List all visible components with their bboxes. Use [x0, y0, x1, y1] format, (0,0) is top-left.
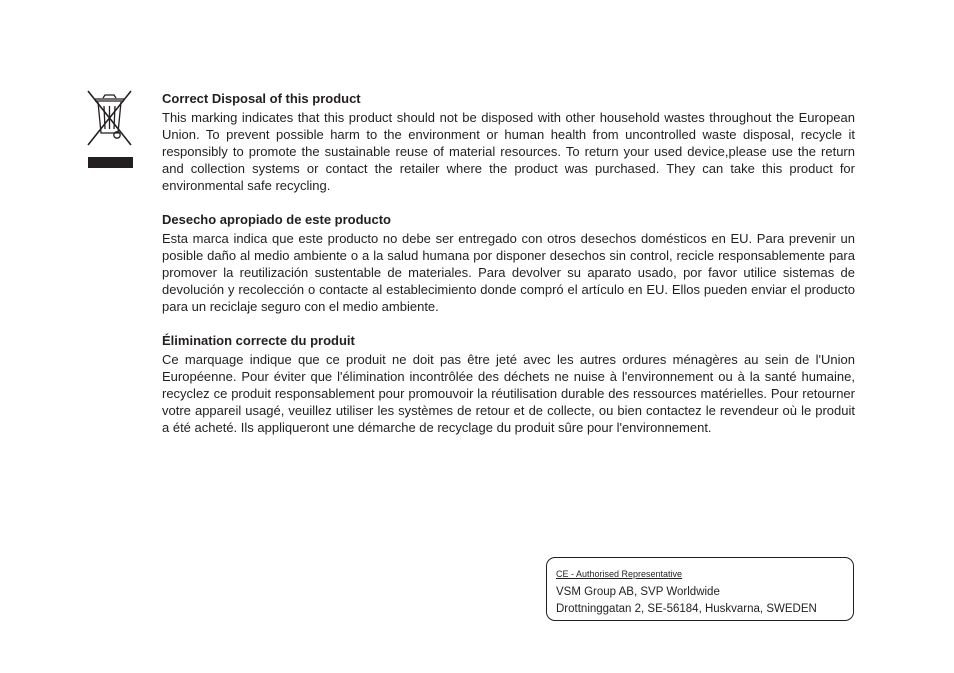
- section-heading: Élimination correcte du produit: [162, 333, 355, 348]
- section-body: Esta marca indica que este producto no debe ser entregado con otros desechos domésticos en EU. Para prevenir un posible daño al medio ambiente o a la salud humana por disponer desechos sin control, recicle responsablemente para promover la reutilización sustentable de materiales. Para devolver su aparato usado, por favor utilice sistemas de devolución y recolección o contacte al establecimiento donde compró el artículo en EU. Ellos pueden enviar el producto para un reciclaje seguro con el medio ambiente.: [162, 231, 855, 314]
- section-body: Ce marquage indique que ce produit ne doit pas être jeté avec les autres ordures ménagères au sein de l'Union Européenne. Pour éviter que l'élimination incontrôlée des déchets ne nuise à l'environnement ou à la santé humaine, recyclez ce produit responsablement pour promouvoir la réutilisation durable des ressources matérielles. Pour retourner votre appareil usagé, veuillez utiliser les systèmes de retour et de collecte, ou bien contactez le revendeur où le produit a été acheté. Ils appliqueront une démarche de recyclage du produit sûre pour l'environnement.: [162, 352, 855, 435]
- representative-title: CE - Authorised Representative: [556, 569, 683, 579]
- section-heading: Desecho apropiado de este producto: [162, 212, 391, 227]
- representative-address: Drottninggatan 2, SE-56184, Huskvarna, SWEDEN: [556, 603, 817, 615]
- section-english: [162, 90, 855, 194]
- representative-company: VSM Group AB, SVP Worldwide: [556, 586, 720, 598]
- disposal-notice: [162, 90, 855, 453]
- authorised-representative-box: [546, 557, 854, 621]
- crossed-out-wheeled-bin-icon: [86, 89, 134, 171]
- section-body: This marking indicates that this product should not be disposed with other household wastes throughout the European Union. To prevent possible harm to the environment or human health from uncontrolled waste disposal, recycle it responsibly to promote the sustainable reuse of material resources. To return your used device,please use the return and collection systems or contact the retailer where the product was purchased. They can take this product for environmental safe recycling.: [162, 110, 855, 193]
- section-heading: Correct Disposal of this product: [162, 91, 361, 106]
- section-french: [162, 332, 855, 436]
- section-spanish: [162, 211, 855, 315]
